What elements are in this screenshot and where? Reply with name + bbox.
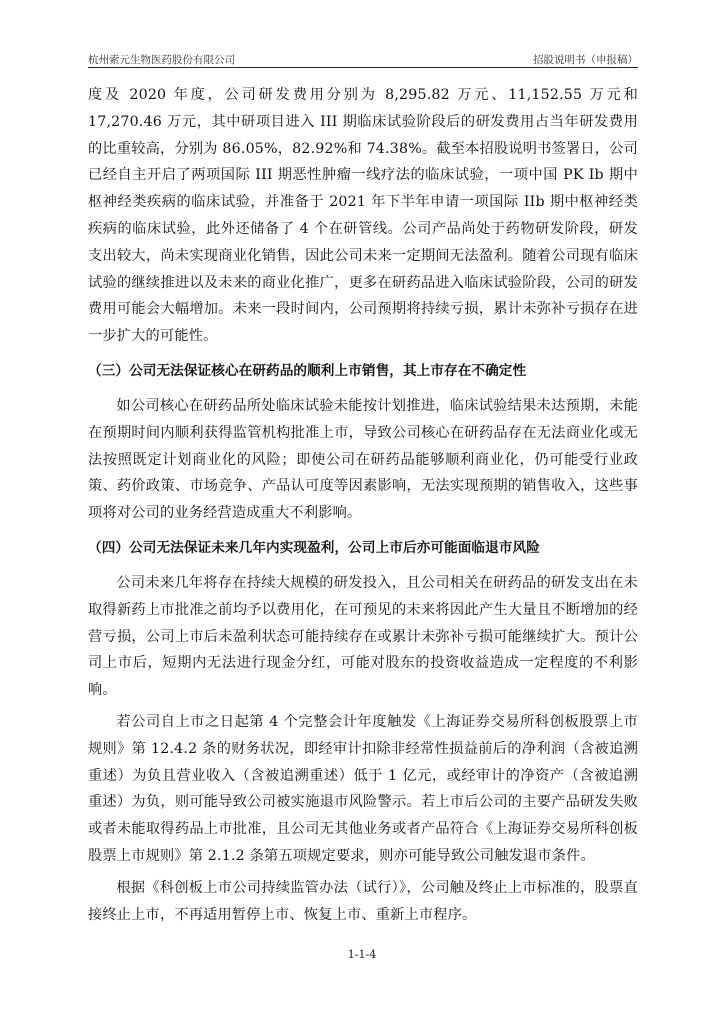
page-number: 1-1-4	[347, 948, 377, 961]
paragraph-losses: 公司未来几年将存在持续大规模的研发投入，且公司相关在研药品的研发支出在未取得新药上市批准之前均予以费用化，在可预见的未来将因此产生大量且不断增加的经营亏损，公司上市后未盈利状态可能持续存在或累计未弥补亏损可能继续扩大。预计公司上市后，短期内无法进行现金分红，可能对股东的投资收益造成一定程度的不利影响。	[88, 574, 638, 699]
section-heading-4: （四）公司无法保证未来几年内实现盈利，公司上市后亦可能面临退市风险	[88, 539, 540, 556]
document-body	[88, 82, 638, 933]
paragraph-core-drug-risk: 如公司核心在研药品所处临床试验未能按计划推进，临床试验结果未达预期，未能在预期时间内顺利获得监管机构批准上市，导致公司核心在研药品存在无法商业化或无法按照既定计划商业化的风险；即使公司在研药品能够顺利商业化，仍可能受行业政策、药价政策、市场竞争、产品认可度等因素影响，无法实现预期的销售收入，这些事项将对公司的业务经营造成重大不利影响。	[88, 397, 638, 522]
paragraph-delisting-conditions: 若公司自上市之日起第 4 个完整会计年度触发《上海证券交易所科创板股票上市规则》第 12.4.2 条的财务状况，即经审计扣除非经常性损益前后的净利润（含被追溯重述）为负且营业收入（含被追溯重述）低于 1 亿元，或经审计的净资产（含被追溯重述）为负，则可能导致公司被实施退市风险警示。若上市后公司的主要产品研发失败或者未能取得药品上市批准，且公司无其他业务或者产品符合《上海证券交易所科创板股票上市规则》第 2.1.2 条第五项规定要求，则亦可能导致公司触发退市条件。	[88, 713, 638, 864]
paragraph-termination: 根据《科创板上市公司持续监管办法（试行）》，公司触及终止上市标准的，股票直接终止上市，不再适用暂停上市、恢复上市、重新上市程序。	[88, 879, 638, 923]
header-company-name: 杭州索元生物医药股份有限公司	[88, 54, 235, 66]
page-header	[88, 50, 638, 68]
section-heading-3: （三）公司无法保证核心在研药品的顺利上市销售，其上市存在不确定性	[88, 362, 527, 379]
header-document-type: 招股说明书（申报稿）	[533, 54, 638, 66]
paragraph-rd-expenses: 度及 2020 年度，公司研发费用分别为 8,295.82 万元、11,152.55 万元和 17,270.46 万元，其中研项目进入 III 期临床试验阶段后的研发费用占当年研发费用的比重较高，分别为 86.05%，82.92%和 74.38%。截至本招股说明书签署日，公司已经自主开启了两项国际 III 期恶性肿瘤一线疗法的临床试验，一项中国 PK Ib 期中枢神经类疾病的临床试验，并准备于 2021 年下半年申请一项国际 IIb 期中枢神经类疾病的临床试验，此外还储备了 4 个在研管线。公司产品尚处于药物研发阶段，研发支出较大，尚未实现商业化销售，因此公司未来一定期间无法盈利。随着公司现有临床试验的继续推进以及未来的商业化推广，更多在研药品进入临床试验阶段，公司的研发费用可能会大幅增加。未来一段时间内，公司预期将持续亏损，累计未弥补亏损存在进一步扩大的可能性。	[88, 87, 638, 345]
